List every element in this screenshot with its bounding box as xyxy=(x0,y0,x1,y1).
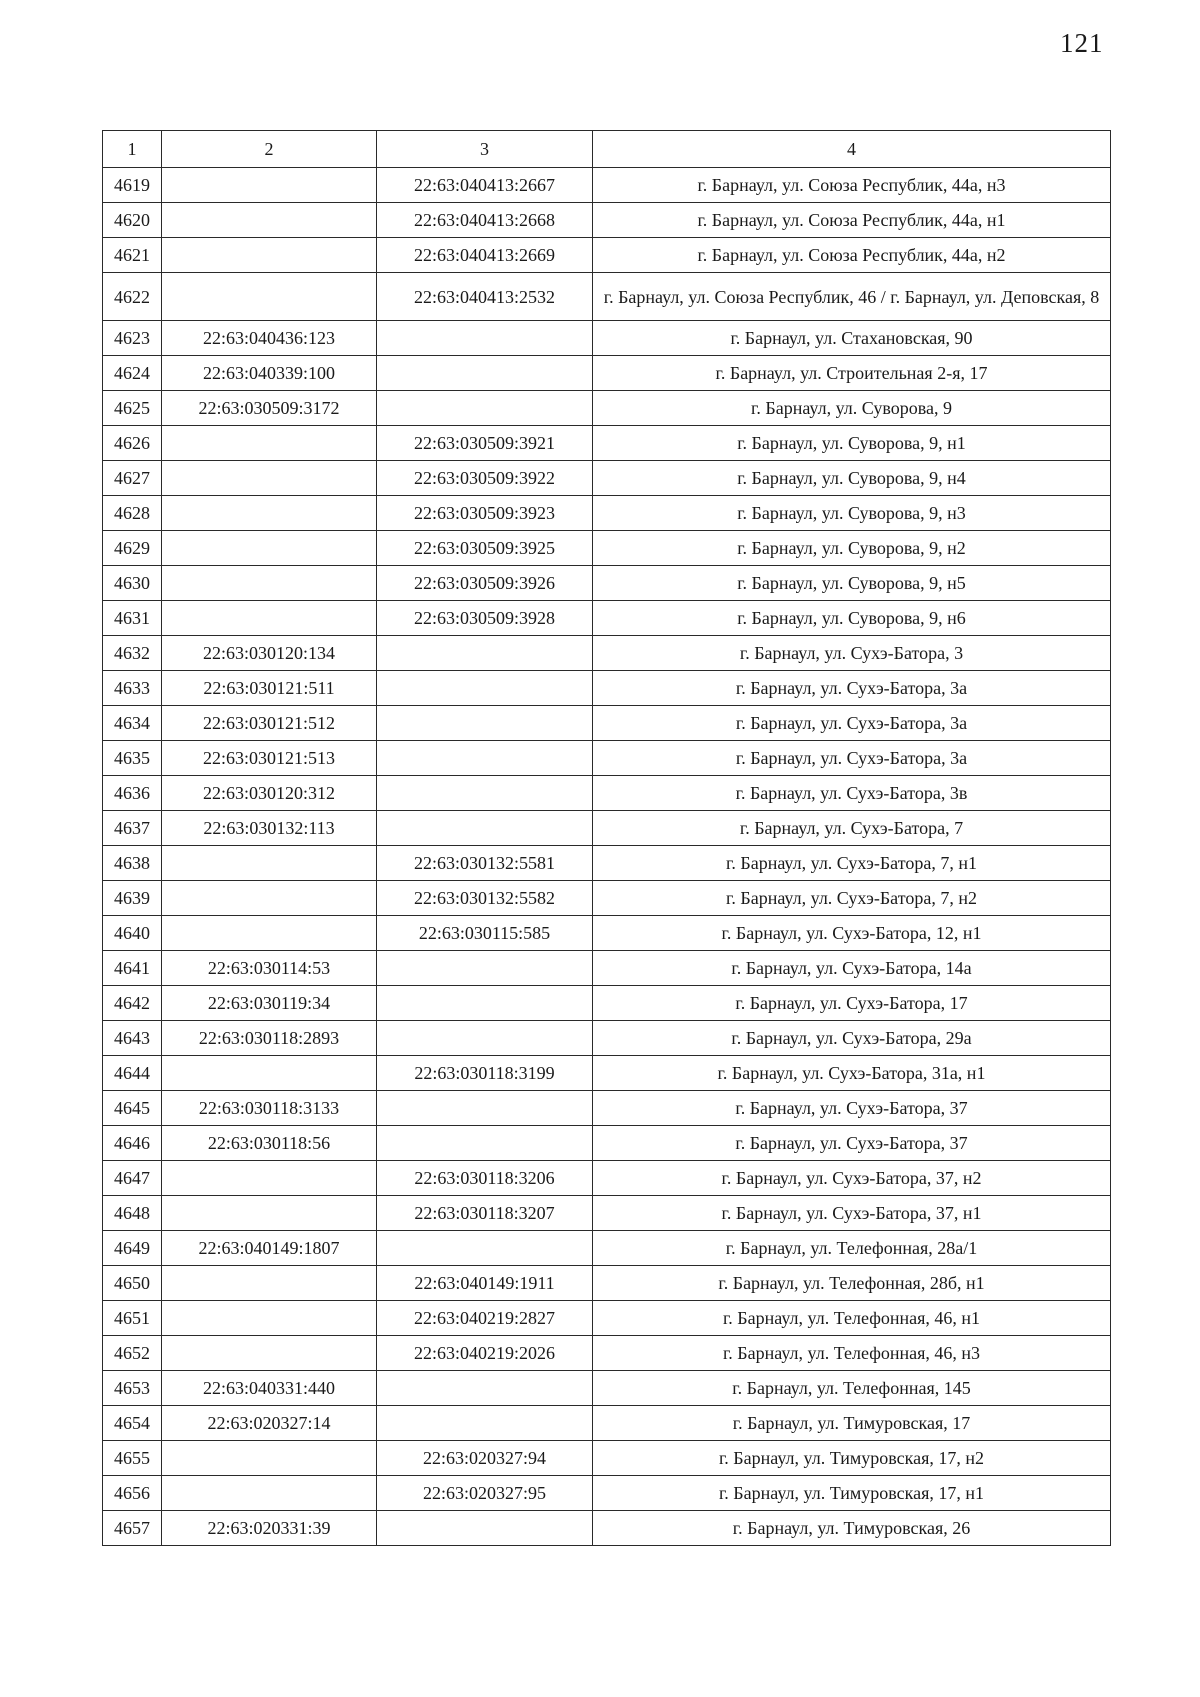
cadastral-number-col2: 22:63:030118:3133 xyxy=(162,1091,377,1126)
cadastral-number-col3: 22:63:040413:2668 xyxy=(377,203,593,238)
cadastral-number-col2: 22:63:040339:100 xyxy=(162,356,377,391)
address: г. Барнаул, ул. Суворова, 9, н6 xyxy=(593,601,1111,636)
row-number: 4639 xyxy=(103,881,162,916)
table-row xyxy=(103,1371,1111,1406)
cadastral-number-col3: 22:63:040413:2532 xyxy=(377,273,593,321)
cadastral-number-col2: 22:63:030118:2893 xyxy=(162,1021,377,1056)
table-row xyxy=(103,916,1111,951)
row-number: 4632 xyxy=(103,636,162,671)
row-number: 4638 xyxy=(103,846,162,881)
address: г. Барнаул, ул. Телефонная, 28б, н1 xyxy=(593,1266,1111,1301)
table-row xyxy=(103,1056,1111,1091)
row-number: 4654 xyxy=(103,1406,162,1441)
cadastral-number-col2 xyxy=(162,168,377,203)
address: г. Барнаул, ул. Телефонная, 28а/1 xyxy=(593,1231,1111,1266)
row-number: 4649 xyxy=(103,1231,162,1266)
cadastral-number-col3 xyxy=(377,1511,593,1546)
cadastral-number-col2 xyxy=(162,1336,377,1371)
cadastral-number-col2 xyxy=(162,273,377,321)
row-number: 4621 xyxy=(103,238,162,273)
cadastral-number-col2 xyxy=(162,531,377,566)
table-row xyxy=(103,846,1111,881)
header-col-2: 2 xyxy=(162,131,377,168)
row-number: 4646 xyxy=(103,1126,162,1161)
row-number: 4655 xyxy=(103,1441,162,1476)
cadastral-number-col3: 22:63:040413:2669 xyxy=(377,238,593,273)
address: г. Барнаул, ул. Сухэ-Батора, 3в xyxy=(593,776,1111,811)
row-number: 4640 xyxy=(103,916,162,951)
cadastral-number-col3: 22:63:020327:94 xyxy=(377,1441,593,1476)
cadastral-number-col3: 22:63:030509:3923 xyxy=(377,496,593,531)
cadastral-number-col2 xyxy=(162,238,377,273)
address: г. Барнаул, ул. Сухэ-Батора, 37 xyxy=(593,1126,1111,1161)
table-row xyxy=(103,391,1111,426)
cadastral-number-col3 xyxy=(377,1091,593,1126)
cadastral-number-col2 xyxy=(162,601,377,636)
row-number: 4631 xyxy=(103,601,162,636)
cadastral-number-col2: 22:63:030509:3172 xyxy=(162,391,377,426)
address: г. Барнаул, ул. Сухэ-Батора, 3а xyxy=(593,671,1111,706)
cadastral-number-col2: 22:63:020331:39 xyxy=(162,1511,377,1546)
address: г. Барнаул, ул. Сухэ-Батора, 14а xyxy=(593,951,1111,986)
row-number: 4627 xyxy=(103,461,162,496)
table-row xyxy=(103,776,1111,811)
address: г. Барнаул, ул. Сухэ-Батора, 7 xyxy=(593,811,1111,846)
address: г. Барнаул, ул. Сухэ-Батора, 29а xyxy=(593,1021,1111,1056)
cadastral-number-col3 xyxy=(377,776,593,811)
table-header-row xyxy=(103,131,1111,168)
table-row xyxy=(103,1301,1111,1336)
table-row xyxy=(103,1231,1111,1266)
cadastral-number-col2 xyxy=(162,1266,377,1301)
cadastral-number-col3: 22:63:030509:3921 xyxy=(377,426,593,461)
cadastral-number-col3 xyxy=(377,356,593,391)
header-col-3: 3 xyxy=(377,131,593,168)
row-number: 4651 xyxy=(103,1301,162,1336)
table-row xyxy=(103,1406,1111,1441)
table-row xyxy=(103,881,1111,916)
table-row xyxy=(103,1336,1111,1371)
cadastral-number-col3: 22:63:030509:3925 xyxy=(377,531,593,566)
table-row xyxy=(103,986,1111,1021)
address: г. Барнаул, ул. Союза Республик, 44а, н3 xyxy=(593,168,1111,203)
cadastral-number-col2: 22:63:030114:53 xyxy=(162,951,377,986)
cadastral-number-col3 xyxy=(377,1371,593,1406)
address: г. Барнаул, ул. Сухэ-Батора, 17 xyxy=(593,986,1111,1021)
address: г. Барнаул, ул. Сухэ-Батора, 12, н1 xyxy=(593,916,1111,951)
cadastral-number-col2 xyxy=(162,1161,377,1196)
table-row xyxy=(103,811,1111,846)
address: г. Барнаул, ул. Суворова, 9, н4 xyxy=(593,461,1111,496)
cadastral-number-col3: 22:63:040149:1911 xyxy=(377,1266,593,1301)
cadastral-number-col2 xyxy=(162,1301,377,1336)
cadastral-number-col3 xyxy=(377,741,593,776)
table-row xyxy=(103,566,1111,601)
table-row xyxy=(103,203,1111,238)
address: г. Барнаул, ул. Стахановская, 90 xyxy=(593,321,1111,356)
header-col-4: 4 xyxy=(593,131,1111,168)
address: г. Барнаул, ул. Суворова, 9, н3 xyxy=(593,496,1111,531)
cadastral-number-col2: 22:63:030121:512 xyxy=(162,706,377,741)
row-number: 4626 xyxy=(103,426,162,461)
cadastral-number-col2 xyxy=(162,1441,377,1476)
row-number: 4645 xyxy=(103,1091,162,1126)
cadastral-number-col3: 22:63:040413:2667 xyxy=(377,168,593,203)
table-row xyxy=(103,671,1111,706)
cadastral-number-col2: 22:63:040149:1807 xyxy=(162,1231,377,1266)
cadastral-number-col2 xyxy=(162,461,377,496)
address: г. Барнаул, ул. Суворова, 9, н5 xyxy=(593,566,1111,601)
cadastral-number-col3 xyxy=(377,951,593,986)
cadastral-number-col3 xyxy=(377,671,593,706)
cadastral-number-col3: 22:63:030118:3199 xyxy=(377,1056,593,1091)
table-row xyxy=(103,461,1111,496)
cadastral-number-col3: 22:63:030132:5581 xyxy=(377,846,593,881)
address: г. Барнаул, ул. Сухэ-Батора, 7, н1 xyxy=(593,846,1111,881)
table-row xyxy=(103,168,1111,203)
row-number: 4652 xyxy=(103,1336,162,1371)
row-number: 4629 xyxy=(103,531,162,566)
address: г. Барнаул, ул. Строительная 2-я, 17 xyxy=(593,356,1111,391)
cadastral-number-col3: 22:63:030509:3922 xyxy=(377,461,593,496)
row-number: 4619 xyxy=(103,168,162,203)
row-number: 4637 xyxy=(103,811,162,846)
row-number: 4643 xyxy=(103,1021,162,1056)
row-number: 4644 xyxy=(103,1056,162,1091)
cadastral-number-col2: 22:63:020327:14 xyxy=(162,1406,377,1441)
cadastral-number-col2 xyxy=(162,566,377,601)
table-row xyxy=(103,1021,1111,1056)
address: г. Барнаул, ул. Сухэ-Батора, 7, н2 xyxy=(593,881,1111,916)
row-number: 4634 xyxy=(103,706,162,741)
row-number: 4650 xyxy=(103,1266,162,1301)
cadastral-number-col2: 22:63:030121:513 xyxy=(162,741,377,776)
row-number: 4647 xyxy=(103,1161,162,1196)
cadastral-number-col3 xyxy=(377,706,593,741)
address: г. Барнаул, ул. Суворова, 9, н2 xyxy=(593,531,1111,566)
cadastral-number-col2 xyxy=(162,916,377,951)
cadastral-number-col2: 22:63:040436:123 xyxy=(162,321,377,356)
cadastral-number-col2: 22:63:030120:134 xyxy=(162,636,377,671)
table-row xyxy=(103,601,1111,636)
address: г. Барнаул, ул. Тимуровская, 17, н1 xyxy=(593,1476,1111,1511)
row-number: 4622 xyxy=(103,273,162,321)
cadastral-number-col2 xyxy=(162,1196,377,1231)
table-row xyxy=(103,496,1111,531)
table-row xyxy=(103,636,1111,671)
address: г. Барнаул, ул. Телефонная, 145 xyxy=(593,1371,1111,1406)
address: г. Барнаул, ул. Сухэ-Батора, 31а, н1 xyxy=(593,1056,1111,1091)
cadastral-number-col3: 22:63:030118:3206 xyxy=(377,1161,593,1196)
cadastral-number-col3 xyxy=(377,1126,593,1161)
cadastral-number-col3: 22:63:030509:3928 xyxy=(377,601,593,636)
cadastral-number-col3: 22:63:040219:2827 xyxy=(377,1301,593,1336)
address: г. Барнаул, ул. Сухэ-Батора, 37, н1 xyxy=(593,1196,1111,1231)
address: г. Барнаул, ул. Союза Республик, 44а, н2 xyxy=(593,238,1111,273)
address: г. Барнаул, ул. Сухэ-Батора, 37 xyxy=(593,1091,1111,1126)
address: г. Барнаул, ул. Суворова, 9 xyxy=(593,391,1111,426)
address: г. Барнаул, ул. Телефонная, 46, н1 xyxy=(593,1301,1111,1336)
table-row xyxy=(103,1161,1111,1196)
table-row xyxy=(103,741,1111,776)
cadastral-number-col3: 22:63:030509:3926 xyxy=(377,566,593,601)
header-col-1: 1 xyxy=(103,131,162,168)
table-row xyxy=(103,356,1111,391)
table-row xyxy=(103,531,1111,566)
cadastral-number-col3 xyxy=(377,321,593,356)
cadastral-number-col3 xyxy=(377,1231,593,1266)
cadastral-number-col2 xyxy=(162,1056,377,1091)
cadastral-number-col3: 22:63:030132:5582 xyxy=(377,881,593,916)
table-row xyxy=(103,1266,1111,1301)
row-number: 4620 xyxy=(103,203,162,238)
table-row xyxy=(103,1091,1111,1126)
row-number: 4625 xyxy=(103,391,162,426)
row-number: 4633 xyxy=(103,671,162,706)
table-row xyxy=(103,1476,1111,1511)
row-number: 4656 xyxy=(103,1476,162,1511)
row-number: 4636 xyxy=(103,776,162,811)
address: г. Барнаул, ул. Суворова, 9, н1 xyxy=(593,426,1111,461)
cadastral-number-col3: 22:63:030115:585 xyxy=(377,916,593,951)
table-row xyxy=(103,1511,1111,1546)
cadastral-number-col3 xyxy=(377,391,593,426)
table-row xyxy=(103,426,1111,461)
row-number: 4641 xyxy=(103,951,162,986)
page-number: 121 xyxy=(1060,28,1104,58)
cadastral-number-col2 xyxy=(162,426,377,461)
cadastral-number-col2 xyxy=(162,496,377,531)
table-row xyxy=(103,1441,1111,1476)
row-number: 4657 xyxy=(103,1511,162,1546)
table-row xyxy=(103,1196,1111,1231)
row-number: 4624 xyxy=(103,356,162,391)
row-number: 4642 xyxy=(103,986,162,1021)
address: г. Барнаул, ул. Тимуровская, 26 xyxy=(593,1511,1111,1546)
cadastral-number-col3: 22:63:040219:2026 xyxy=(377,1336,593,1371)
row-number: 4648 xyxy=(103,1196,162,1231)
address: г. Барнаул, ул. Сухэ-Батора, 37, н2 xyxy=(593,1161,1111,1196)
address: г. Барнаул, ул. Сухэ-Батора, 3а xyxy=(593,741,1111,776)
row-number: 4630 xyxy=(103,566,162,601)
cadastral-number-col2 xyxy=(162,203,377,238)
table-row xyxy=(103,951,1111,986)
table-row xyxy=(103,238,1111,273)
address: г. Барнаул, ул. Тимуровская, 17, н2 xyxy=(593,1441,1111,1476)
cadastral-number-col3 xyxy=(377,1406,593,1441)
cadastral-number-col3: 22:63:020327:95 xyxy=(377,1476,593,1511)
cadastral-number-col2: 22:63:030132:113 xyxy=(162,811,377,846)
cadastral-number-col3 xyxy=(377,636,593,671)
address: г. Барнаул, ул. Телефонная, 46, н3 xyxy=(593,1336,1111,1371)
cadastral-number-col3 xyxy=(377,811,593,846)
cadastral-number-col2 xyxy=(162,846,377,881)
cadastral-number-col2: 22:63:030118:56 xyxy=(162,1126,377,1161)
row-number: 4635 xyxy=(103,741,162,776)
table-row xyxy=(103,273,1111,321)
row-number: 4623 xyxy=(103,321,162,356)
cadastral-number-col3 xyxy=(377,1021,593,1056)
cadastral-number-col2 xyxy=(162,881,377,916)
cadastral-number-col2: 22:63:040331:440 xyxy=(162,1371,377,1406)
cadastral-number-col2: 22:63:030120:312 xyxy=(162,776,377,811)
address-table xyxy=(102,130,1111,1546)
table-row xyxy=(103,706,1111,741)
address: г. Барнаул, ул. Сухэ-Батора, 3а xyxy=(593,706,1111,741)
address: г. Барнаул, ул. Сухэ-Батора, 3 xyxy=(593,636,1111,671)
address: г. Барнаул, ул. Союза Республик, 46 / г. Барнаул, ул. Деповская, 8 xyxy=(593,273,1111,321)
table-body xyxy=(103,168,1111,1546)
cadastral-number-col2: 22:63:030119:34 xyxy=(162,986,377,1021)
cadastral-number-col3 xyxy=(377,986,593,1021)
row-number: 4628 xyxy=(103,496,162,531)
address: г. Барнаул, ул. Союза Республик, 44а, н1 xyxy=(593,203,1111,238)
table-row xyxy=(103,321,1111,356)
cadastral-number-col2: 22:63:030121:511 xyxy=(162,671,377,706)
cadastral-number-col2 xyxy=(162,1476,377,1511)
cadastral-number-col3: 22:63:030118:3207 xyxy=(377,1196,593,1231)
table-row xyxy=(103,1126,1111,1161)
address: г. Барнаул, ул. Тимуровская, 17 xyxy=(593,1406,1111,1441)
row-number: 4653 xyxy=(103,1371,162,1406)
